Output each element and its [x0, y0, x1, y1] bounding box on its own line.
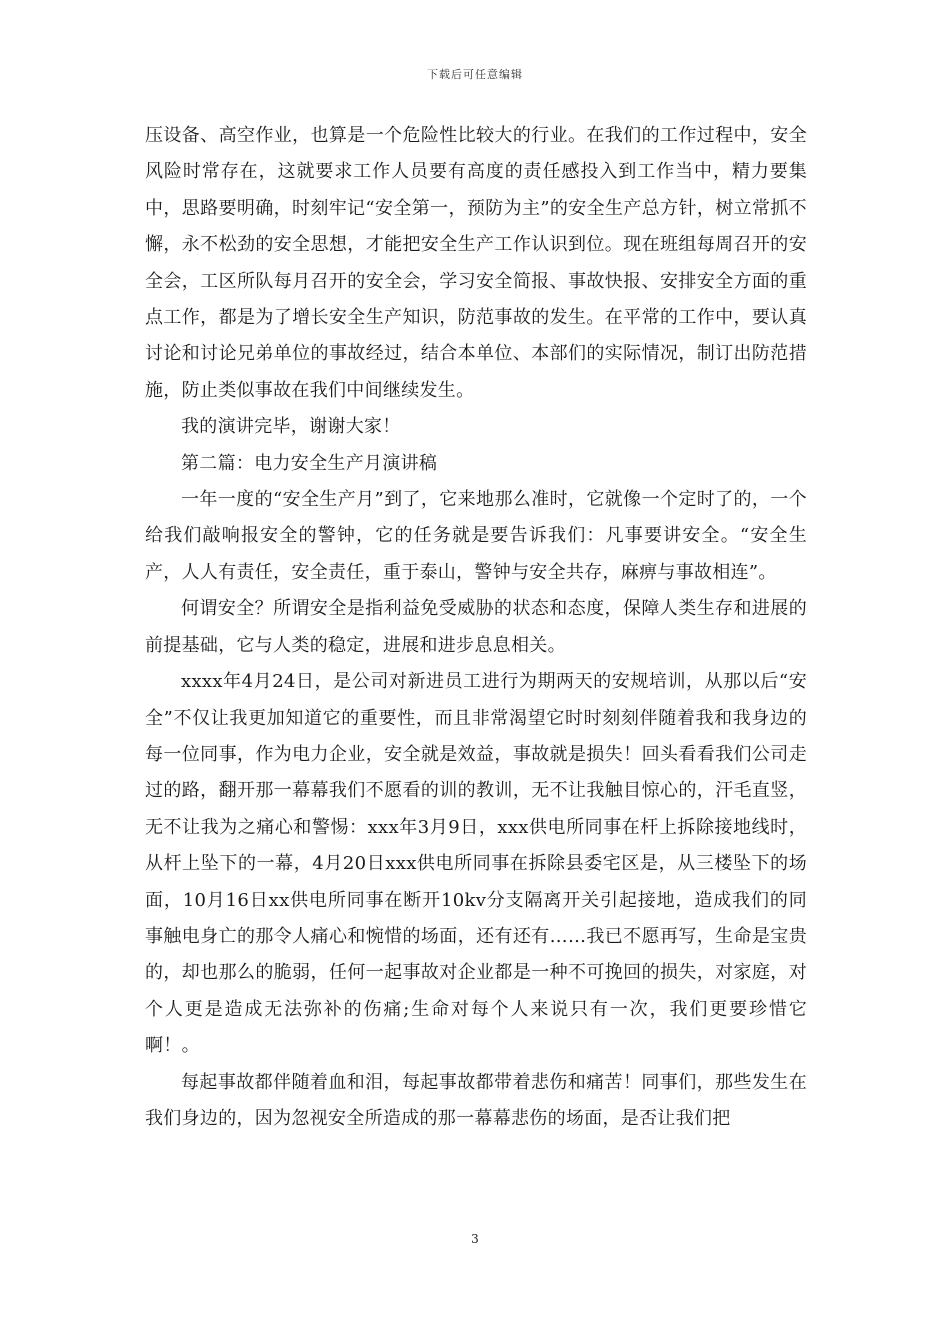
paragraph-reflection: 每起事故都伴随着血和泪，每起事故都带着悲伤和痛苦！同事们，那些发生在我们身边的，因为忽视安全所造成的那一幕幕悲伤的场面，是否让我们把 [145, 1071, 807, 1129]
section-heading: 第二篇：电力安全生产月演讲稿 [181, 452, 438, 474]
header-note: 下载后可任意编辑 [427, 68, 523, 81]
paragraph-closing: 我的演讲完毕，谢谢大家！ [181, 416, 401, 438]
paragraph-definition: 何谓安全？所谓安全是指利益免受威胁的状态和态度，保障人类生存和进展的前提基础，它与人类的稳定，进展和进步息息相关。 [145, 598, 807, 656]
paragraph-intro: 一年一度的“安全生产月”到了，它来地那么准时，它就像一个定时了的，一个给我们敲响报安全的警钟，它的任务就是要告诉我们：凡事要讲安全。“安全生产，人人有责任，安全责任，重于泰山，警钟与安全共存，麻痹与事故相连”。 [145, 489, 807, 583]
page-number: 3 [471, 1232, 479, 1246]
document-body [145, 118, 807, 1137]
paragraph-continuation: 压设备、高空作业，也算是一个危险性比较大的行业。在我们的工作过程中，安全风险时常存在，这就要求工作人员要有高度的责任感投入到工作当中，精力要集中，思路要明确，时刻牢记“安全第一，预防为主”的安全生产总方针，树立常抓不懈，永不松劲的安全思想，才能把安全生产工作认识到位。现在班组每周召开的安全会，工区所队每月召开的安全会，学习安全简报、事故快报、安排安全方面的重点工作，都是为了增长安全生产知识，防范事故的发生。在平常的工作中，要认真讨论和讨论兄弟单位的事故经过，结合本单位、本部们的实际情况，制订出防范措施，防止类似事故在我们中间继续发生。 [145, 125, 807, 401]
paragraph-incidents: xxxx年4月24日，是公司对新进员工进行为期两天的安规培训，从那以后“安全”不仅让我更加知道它的重要性，而且非常渴望它时时刻刻伴随着我和我身边的每一位同事，作为电力企业，安全就是效益，事故就是损失！回头看看我们公司走过的路，翻开那一幕幕我们不愿看的训的教训，无不让我触目惊心的，汗毛直竖，无不让我为之痛心和警惕：xxx年3月9日，xxx供电所同事在杆上拆除接地线时，从杆上坠下的一幕，4月20日xxx供电所同事在拆除县委宅区是，从三楼坠下的场面，10月16日xx供电所同事在断开10kv分支隔离开关引起接地，造成我们的同事触电身亡的那令人痛心和惋惜的场面，还有还有……我已不愿再写，生命是宝贵的，却也那么的脆弱，任何一起事故对企业都是一种不可挽回的损失，对家庭，对个人更是造成无法弥补的伤痛;生命对每个人来说只有一次，我们更要珍惜它啊！。 [145, 671, 807, 1057]
